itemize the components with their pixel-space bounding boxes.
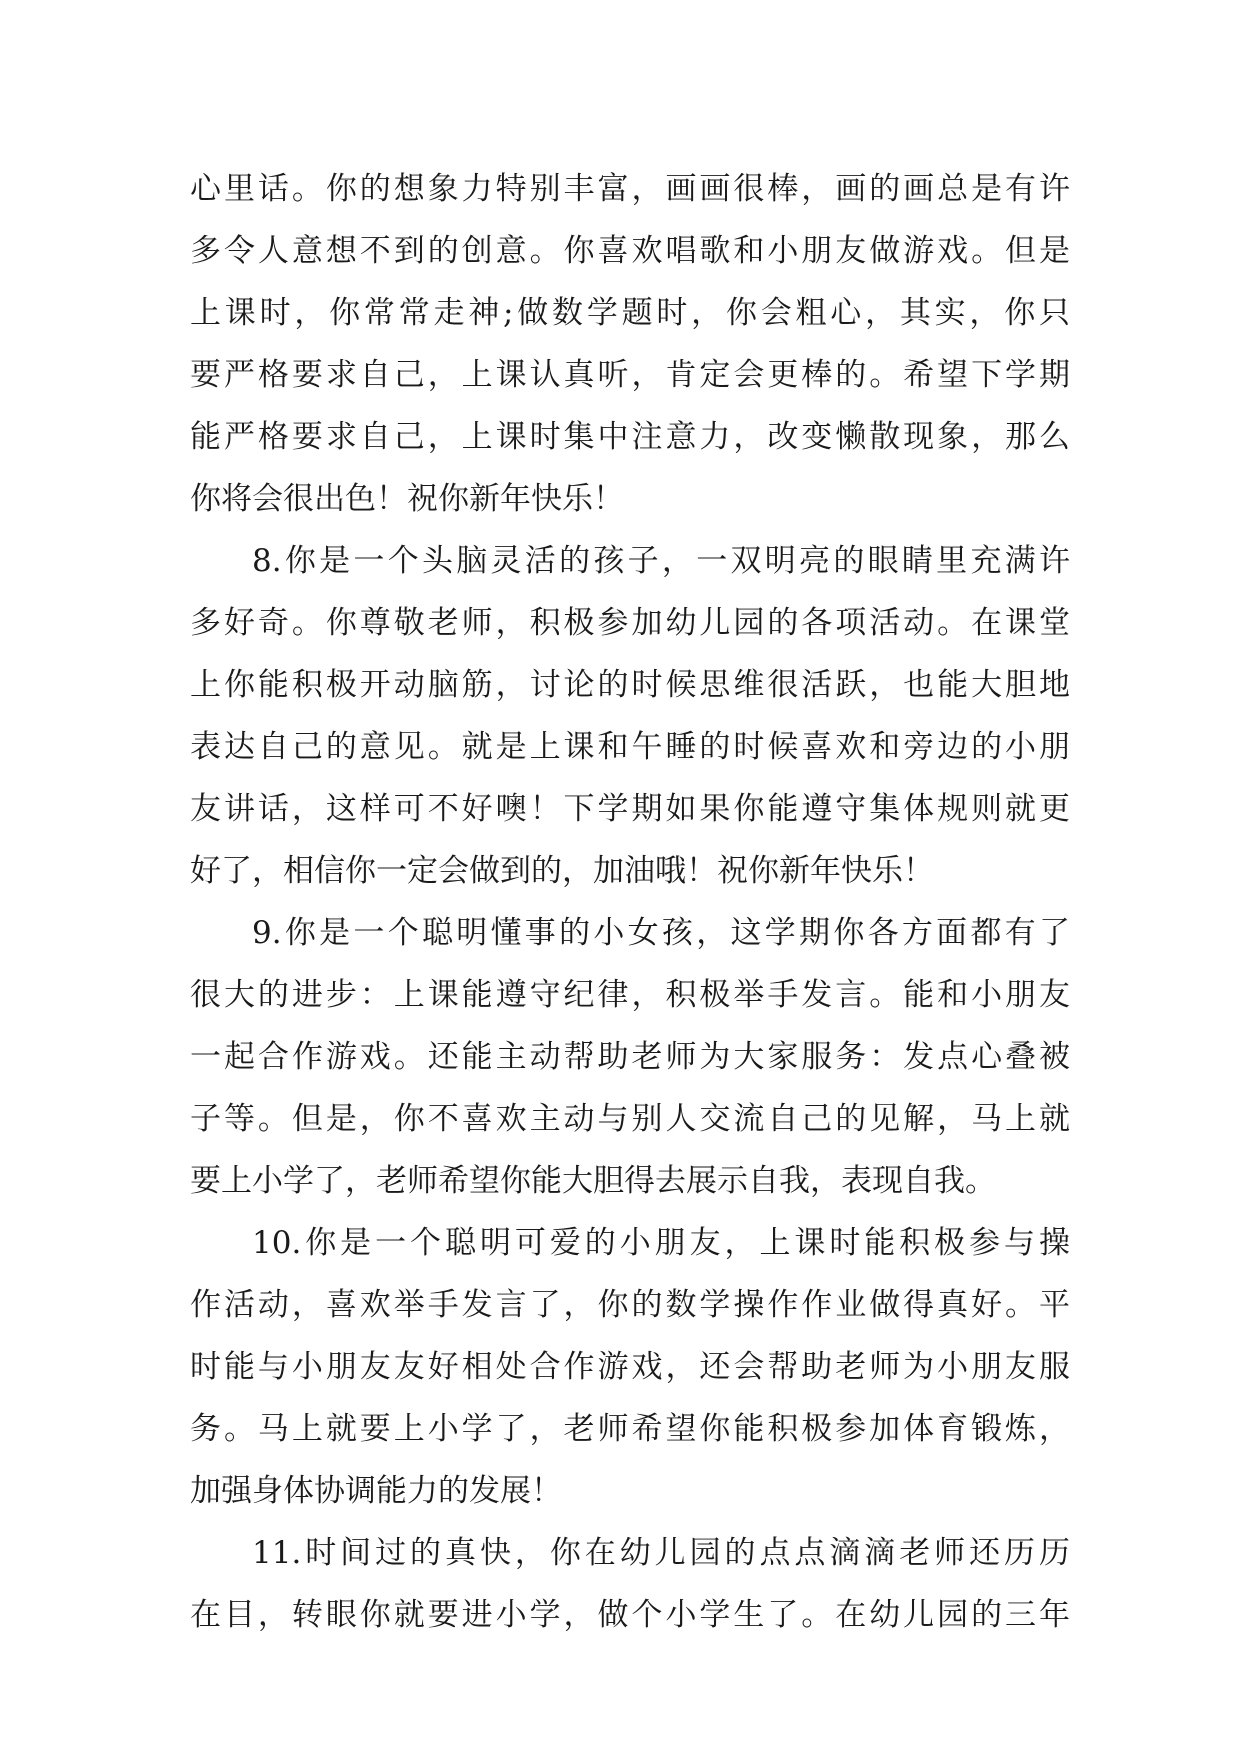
text-line: 9.你是一个聪明懂事的小女孩，这学期你各方面都有了 bbox=[252, 915, 1070, 951]
text-line: 友讲话，这样可不好噢！下学期如果你能遵守集体规则就更 bbox=[190, 791, 1070, 827]
text-line: 11.时间过的真快，你在幼儿园的点点滴滴老师还历历 bbox=[252, 1535, 1070, 1571]
text-line: 加强身体协调能力的发展！ bbox=[190, 1473, 562, 1509]
text-line: 上课时，你常常走神;做数学题时，你会粗心，其实，你只 bbox=[190, 295, 1070, 331]
text-line: 很大的进步：上课能遵守纪律，积极举手发言。能和小朋友 bbox=[190, 977, 1070, 1013]
text-line: 你将会很出色！祝你新年快乐！ bbox=[190, 481, 624, 517]
text-line: 能严格要求自己，上课时集中注意力，改变懒散现象，那么 bbox=[190, 419, 1070, 455]
text-line: 要上小学了，老师希望你能大胆得去展示自我，表现自我。 bbox=[190, 1163, 996, 1199]
text-line: 时能与小朋友友好相处合作游戏，还会帮助老师为小朋友服 bbox=[190, 1349, 1070, 1385]
text-line: 子等。但是，你不喜欢主动与别人交流自己的见解，马上就 bbox=[190, 1101, 1070, 1137]
text-line: 8.你是一个头脑灵活的孩子，一双明亮的眼睛里充满许 bbox=[252, 543, 1070, 579]
text-line: 要严格要求自己，上课认真听，肯定会更棒的。希望下学期 bbox=[190, 357, 1070, 393]
text-line: 10.你是一个聪明可爱的小朋友，上课时能积极参与操 bbox=[252, 1225, 1070, 1261]
document-body bbox=[190, 158, 1070, 1646]
text-line: 好了，相信你一定会做到的，加油哦！祝你新年快乐！ bbox=[190, 853, 934, 889]
text-line: 务。马上就要上小学了，老师希望你能积极参加体育锻炼， bbox=[190, 1411, 1070, 1447]
text-line: 一起合作游戏。还能主动帮助老师为大家服务：发点心叠被 bbox=[190, 1039, 1070, 1075]
text-line: 在目，转眼你就要进小学，做个小学生了。在幼儿园的三年 bbox=[190, 1597, 1070, 1633]
text-line: 表达自己的意见。就是上课和午睡的时候喜欢和旁边的小朋 bbox=[190, 729, 1070, 765]
text-line: 上你能积极开动脑筋，讨论的时候思维很活跃，也能大胆地 bbox=[190, 667, 1070, 703]
text-line: 多好奇。你尊敬老师，积极参加幼儿园的各项活动。在课堂 bbox=[190, 605, 1070, 641]
text-line: 心里话。你的想象力特别丰富，画画很棒，画的画总是有许 bbox=[190, 171, 1070, 207]
text-line: 作活动，喜欢举手发言了，你的数学操作作业做得真好。平 bbox=[190, 1287, 1070, 1323]
text-line: 多令人意想不到的创意。你喜欢唱歌和小朋友做游戏。但是 bbox=[190, 233, 1070, 269]
